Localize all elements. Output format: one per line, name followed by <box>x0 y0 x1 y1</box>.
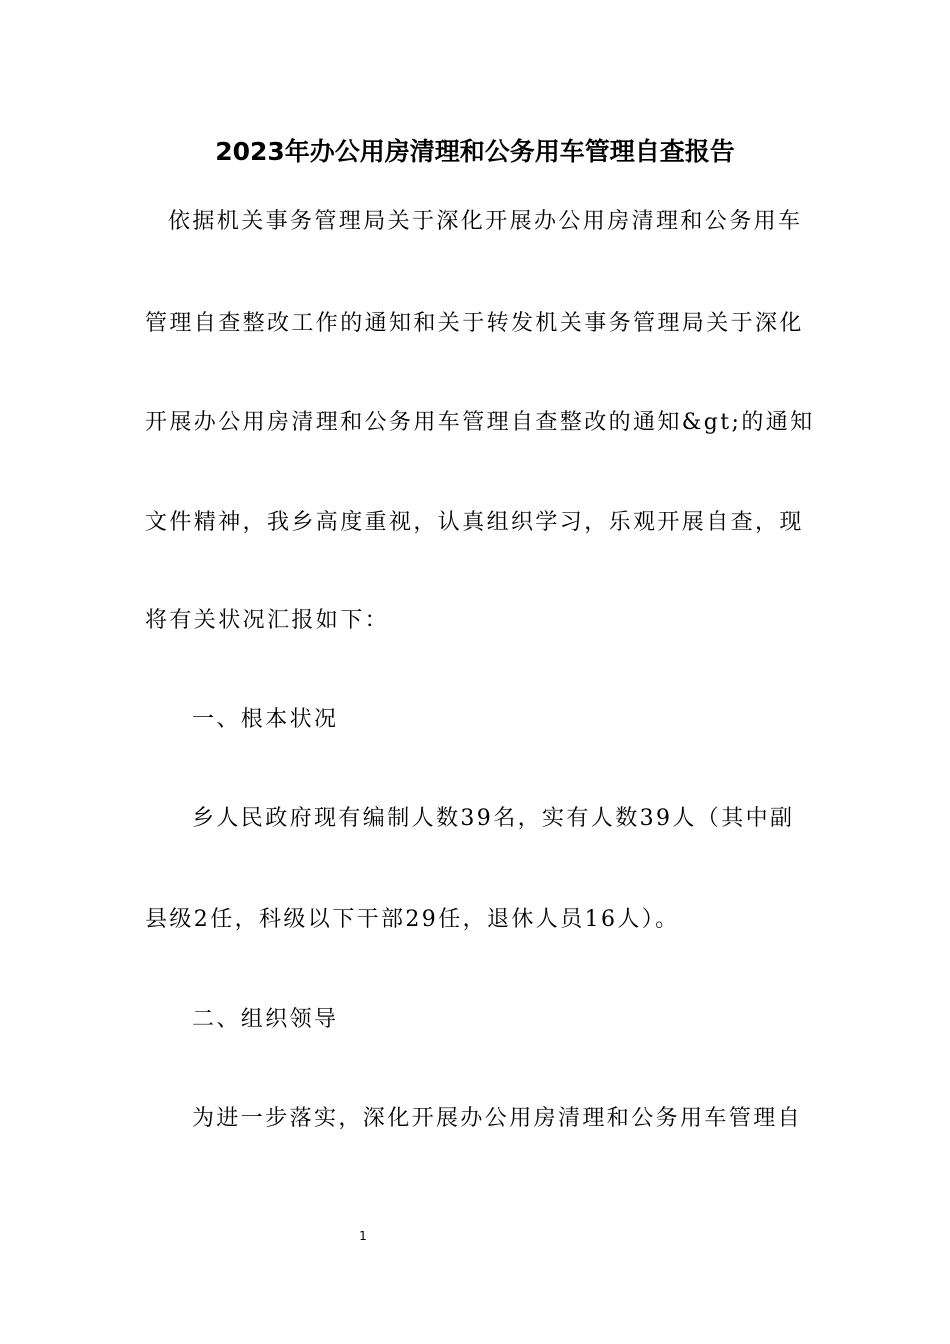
section-heading: 一、根本状况 <box>192 707 339 732</box>
paragraph-line: 依据机关事务管理局关于深化开展办公用房清理和公务用车 <box>168 209 803 234</box>
document-title: 2023年办公用房清理和公务用车管理自查报告 <box>215 137 735 166</box>
section-heading: 二、组织领导 <box>192 1007 339 1032</box>
paragraph-line: 将有关状况汇报如下： <box>145 608 390 633</box>
page-number: 1 <box>359 1229 367 1243</box>
paragraph-line: 县级2任，科级以下干部29任，退休人员16人）。 <box>145 907 680 932</box>
paragraph-line: 文件精神，我乡高度重视，认真组织学习，乐观开展自查，现 <box>145 510 804 535</box>
paragraph-line: 开展办公用房清理和公务用车管理自查整改的通知&gt;的通知 <box>145 410 815 435</box>
paragraph-line: 乡人民政府现有编制人数39名，实有人数39人（其中副 <box>192 806 795 831</box>
paragraph-line: 管理自查整改工作的通知和关于转发机关事务管理局关于深化 <box>145 311 804 336</box>
paragraph-line: 为进一步落实，深化开展办公用房清理和公务用车管理自 <box>192 1106 803 1131</box>
